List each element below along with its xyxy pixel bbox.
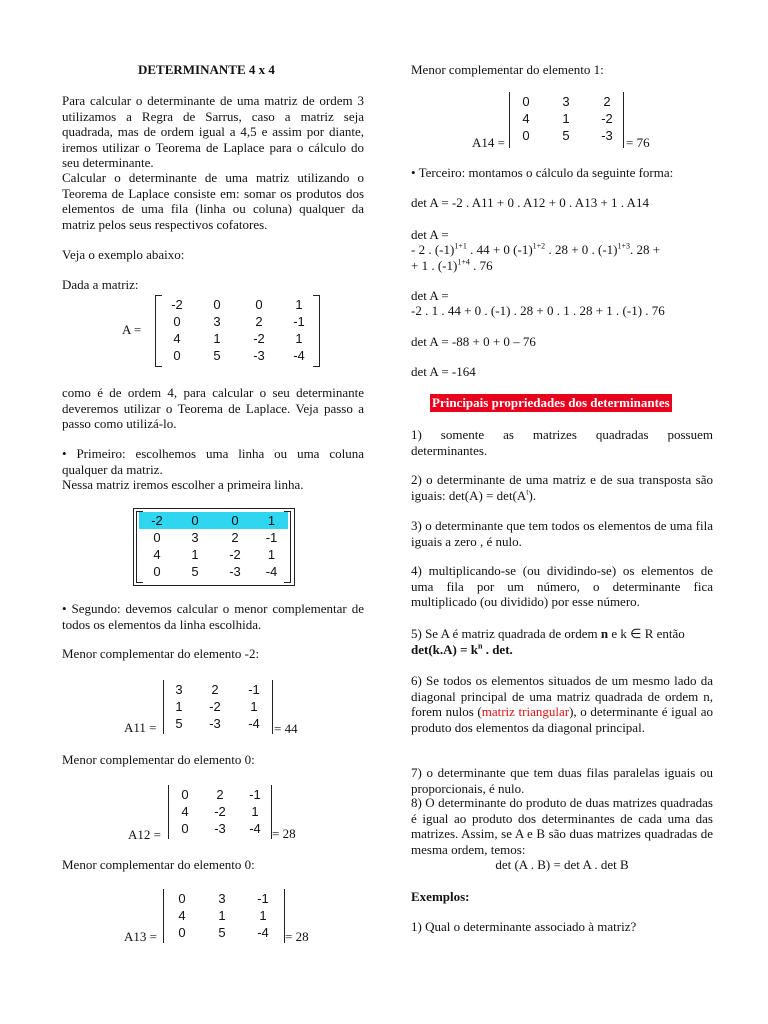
prop-text: det(k.A) = k: [411, 641, 478, 657]
prop-text: 2) o determinante de uma matriz e de sua transposta são iguais: det(A) = det(A: [411, 472, 713, 503]
matrix-cell: 4: [173, 331, 181, 346]
matrix-cell: 1: [191, 547, 199, 562]
matrix-cell: 5: [191, 564, 199, 579]
minor-2-title: Menor complementar do elemento 0:: [62, 752, 255, 767]
equation-2-head: det A =: [411, 227, 449, 242]
eq-part: . 76: [469, 258, 493, 273]
matrix-cell: -3: [229, 564, 241, 579]
prop-text: ).: [528, 487, 537, 503]
eq-exponent: 1+3: [617, 241, 631, 251]
matrix-cell: -2: [214, 804, 226, 819]
prop-text: 6) Se todos os elementos situados de um mesmo lado da diagonal principal de uma matriz quadrada de ordem n, forem nulos (: [411, 673, 713, 719]
equation-3: -2 . 1 . 44 + 0 . (-1) . 28 + 0 . 1 . 28 + 1 . (-1) . 76: [411, 303, 665, 318]
matrix-cell: 5: [213, 348, 221, 363]
matrix-cell: 5: [175, 716, 183, 731]
prop-text: . det.: [482, 641, 513, 657]
minor-3-title: Menor complementar do elemento 0:: [62, 857, 255, 872]
matrix-cell: 1: [267, 513, 276, 528]
matrix-cell: 0: [213, 297, 221, 312]
matrix-cell: 4: [181, 804, 189, 819]
matrix-cell: -4: [249, 821, 261, 836]
matrix-cell: 2: [216, 787, 224, 802]
example-text: Veja o exemplo abaixo:: [62, 247, 185, 262]
a13-matrix: [163, 889, 285, 943]
matrix-cell: 1: [251, 804, 259, 819]
matrix-cell: -2: [601, 111, 613, 126]
a12-matrix: [168, 785, 272, 839]
a13-label: A13 =: [124, 929, 157, 944]
matrix-cell: 0: [153, 564, 161, 579]
step-1-text: • Primeiro: escolhemos uma linha ou uma coluna qualquer da matriz.: [62, 446, 364, 477]
prop-text: ), o determinante é igual ao produto dos elementos da diagonal principal.: [411, 704, 713, 735]
matrix-cell: -2: [151, 513, 163, 528]
matrix-cell: 0: [178, 925, 186, 940]
matrix-cell: 0: [231, 513, 239, 528]
property-2: [411, 472, 713, 503]
matrix-cell: 4: [178, 908, 186, 923]
matrix-cell: 5: [562, 128, 570, 143]
matrix-cell: -2: [253, 331, 265, 346]
a14-label: A14 =: [472, 135, 505, 150]
a12-result: = 28: [272, 826, 296, 841]
matrix-cell: -2: [171, 297, 183, 312]
property-7: 7) o determinante que tem duas filas paralelas iguais ou proporcionais, é nulo.: [411, 765, 713, 796]
prop-text: n: [600, 626, 609, 641]
matrix-cell: -4: [293, 348, 305, 363]
prop-exponent: n: [478, 641, 483, 651]
matrix-cell: -3: [253, 348, 265, 363]
question-1: 1) Qual o determinante associado à matriz?: [411, 919, 637, 934]
matrix-cell: 1: [175, 699, 183, 714]
matrix-cell: 3: [191, 530, 199, 545]
matrix-cell: -4: [265, 564, 278, 579]
prop-text: 5) Se A é matriz quadrada de ordem: [411, 626, 601, 641]
step-1b-text: Nessa matriz iremos escolher a primeira linha.: [62, 477, 304, 492]
equation-3-head: det A =: [411, 288, 449, 303]
property-5: [411, 626, 713, 657]
eq-exponent: 1+4: [457, 257, 470, 267]
matrix-cell: 1: [562, 111, 570, 126]
prop-exponent: t: [526, 487, 529, 497]
matrix-cell: 3: [213, 314, 221, 329]
matrix-cell: 0: [181, 821, 189, 836]
matrix-cell: 2: [211, 682, 219, 697]
highlighted-matrix: [136, 511, 291, 583]
matrix-cell: -1: [265, 530, 278, 545]
matrix-cell: 1: [295, 297, 303, 312]
a14-result: = 76: [626, 135, 650, 150]
intro-paragraph-1: Para calcular o determinante de uma matriz de ordem 3 utilizamos a Regra de Sarrus, caso a matriz seja quadrada, mas de ordem igual a 4,5 e assim por diante, iremos utilizar o Teorema de Laplace para o cálculo do seu determinante.: [62, 93, 364, 170]
matrix-cell: 0: [191, 513, 199, 528]
matrix-cell: 0: [522, 128, 530, 143]
matrix-cell: 3: [218, 891, 226, 906]
matrix-cell: -1: [293, 314, 305, 329]
matrix-cell: 5: [218, 925, 226, 940]
matrix-cell: 0: [173, 348, 181, 363]
a12-label: A12 =: [128, 827, 161, 842]
matrix-cell: 0: [178, 891, 186, 906]
minor-1-title: Menor complementar do elemento -2:: [62, 646, 260, 661]
matrix-cell: 1: [295, 331, 303, 346]
a11-matrix: [163, 680, 273, 734]
a13-result: = 28: [285, 929, 309, 944]
matrix-cell: 0: [173, 314, 181, 329]
property-4: 4) multiplicando-se (ou dividindo-se) os elementos de uma fila por um número, o determinante fica multiplicado (ou dividido) por esse número.: [411, 563, 713, 609]
matrix-cell: -1: [248, 682, 260, 697]
examples-heading: Exemplos:: [411, 889, 470, 904]
matrix-cell: -2: [229, 547, 241, 562]
matrix-cell: -1: [249, 787, 261, 802]
equation-5: det A = -164: [411, 364, 476, 379]
matrix-cell: 1: [250, 699, 258, 714]
equation-1: det A = -2 . A11 + 0 . A12 + 0 . A13 + 1 . A14: [411, 195, 649, 210]
matrix-cell: 2: [231, 530, 239, 545]
matrix-cell: -4: [257, 925, 269, 940]
a14-matrix: [509, 92, 624, 148]
eq-part: . 44 + 0 (-1): [466, 242, 533, 257]
matrix-cell: -3: [209, 716, 221, 731]
eq-part: - 2 . (-1): [411, 242, 455, 257]
eq-part: . 28 +: [630, 242, 661, 257]
equation-4: det A = -88 + 0 + 0 – 76: [411, 334, 536, 349]
triangular-matrix-link[interactable]: matriz triangular: [481, 704, 570, 719]
matrix-a-label: A =: [122, 322, 142, 337]
matrix-cell: 3: [175, 682, 183, 697]
intro-paragraph-2: Calcular o determinante de uma matriz utilizando o Teorema de Laplace consiste em: somar os produtos dos elementos de uma fila (linha ou coluna) qualquer da matriz pelos seus respectivos cofatores.: [62, 170, 364, 232]
matrix-a: [155, 295, 320, 367]
matrix-cell: 0: [255, 297, 263, 312]
matrix-cell: 1: [218, 908, 226, 923]
a11-label: A11 =: [124, 720, 157, 735]
matrix-cell: 0: [181, 787, 189, 802]
matrix-cell: 1: [213, 331, 221, 346]
eq-part: . 28 + 0 . (-1): [545, 242, 618, 257]
matrix-cell: 1: [267, 547, 276, 562]
eq-exponent: 1+2: [532, 241, 546, 251]
minor-4-title: Menor complementar do elemento 1:: [411, 62, 604, 77]
matrix-cell: 1: [259, 908, 267, 923]
dada-text: Dada a matriz:: [62, 277, 139, 292]
eq-exponent: 1+1: [454, 241, 467, 251]
matrix-cell: -4: [248, 716, 260, 731]
matrix-cell: -3: [214, 821, 226, 836]
order-paragraph: como é de ordem 4, para calcular o seu determinante deveremos utilizar o Teorema de Laplace. Veja passo a passo como utilizá-lo.: [62, 385, 364, 431]
matrix-cell: 0: [153, 530, 161, 545]
matrix-cell: 4: [153, 547, 161, 562]
a11-result: = 44: [274, 721, 298, 736]
matrix-cell: 2: [603, 94, 611, 109]
equation-2-line-2: [411, 258, 493, 274]
property-8: 8) O determinante do produto de duas matrizes quadradas é igual ao produto dos determinantes de cada uma das matrizes. Assim, se A e B são duas matrizes quadradas de mesma ordem, temos:: [411, 795, 713, 857]
matrix-cell: 0: [522, 94, 530, 109]
equation-2-line-1: [411, 242, 713, 258]
matrix-cell: -3: [601, 128, 613, 143]
property-3: 3) o determinante que tem todos os elementos de uma fila iguais a zero , é nulo.: [411, 518, 713, 549]
eq-part: + 1 . (-1): [411, 258, 458, 273]
matrix-cell: 3: [562, 94, 570, 109]
property-8-equation: det (A . B) = det A . det B: [495, 857, 629, 872]
prop-text: e k ∈ R então: [608, 626, 685, 641]
matrix-cell: -1: [257, 891, 269, 906]
matrix-cell: -2: [209, 699, 221, 714]
step-3-text: • Terceiro: montamos o cálculo da seguinte forma:: [411, 165, 674, 180]
property-1: 1) somente as matrizes quadradas possuem determinantes.: [411, 427, 713, 458]
page-title: DETERMINANTE 4 x 4: [138, 62, 275, 77]
matrix-cell: 2: [255, 314, 263, 329]
properties-heading: Principais propriedades dos determinantes: [432, 395, 670, 410]
property-6: [411, 673, 713, 735]
matrix-cell: 4: [522, 111, 530, 126]
step-2-text: • Segundo: devemos calcular o menor complementar de todos os elementos da linha escolhida.: [62, 601, 364, 632]
